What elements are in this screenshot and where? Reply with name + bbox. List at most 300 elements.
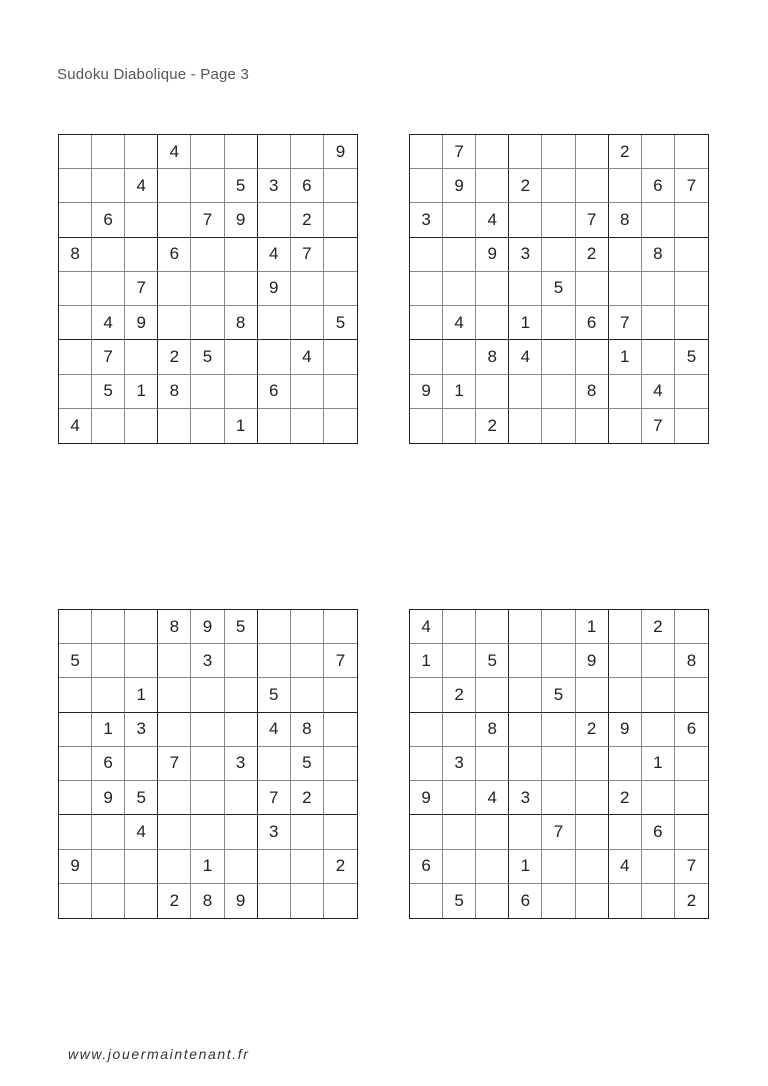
sudoku-cell: 7 [675,850,708,884]
sudoku-grid-3 [58,609,358,919]
sudoku-cell [59,135,92,169]
sudoku-cell [324,815,357,849]
sudoku-cell: 5 [225,610,258,644]
sudoku-cell [509,409,542,443]
sudoku-cell [642,713,675,747]
sudoku-cell: 5 [92,375,125,409]
sudoku-cell: 4 [443,306,476,340]
sudoku-cell [158,713,191,747]
sudoku-cell [443,203,476,237]
sudoku-cell [410,238,443,272]
sudoku-cell [92,644,125,678]
sudoku-cell [509,135,542,169]
sudoku-cell [291,850,324,884]
sudoku-cell: 7 [642,409,675,443]
sudoku-cell [476,375,509,409]
sudoku-cell [410,272,443,306]
sudoku-cell [576,850,609,884]
sudoku-cell [92,135,125,169]
sudoku-cell [291,409,324,443]
sudoku-cell: 9 [225,203,258,237]
sudoku-cell [59,340,92,374]
sudoku-cell [59,169,92,203]
sudoku-cell [509,713,542,747]
sudoku-cell [642,678,675,712]
sudoku-cell [443,610,476,644]
sudoku-cell [576,272,609,306]
sudoku-cell: 4 [258,238,291,272]
sudoku-cell [509,203,542,237]
sudoku-cell [92,610,125,644]
sudoku-cell [324,203,357,237]
sudoku-cell: 6 [258,375,291,409]
sudoku-cell: 2 [291,781,324,815]
sudoku-cell [291,375,324,409]
sudoku-cell: 5 [675,340,708,374]
sudoku-cell [125,409,158,443]
sudoku-cell [509,375,542,409]
sudoku-cell [158,272,191,306]
sudoku-cell [675,375,708,409]
sudoku-cell [92,169,125,203]
sudoku-cell [59,713,92,747]
sudoku-cell: 3 [509,781,542,815]
sudoku-cell: 9 [125,306,158,340]
sudoku-cell: 3 [191,644,224,678]
sudoku-cell [476,884,509,918]
sudoku-cell [542,238,575,272]
sudoku-cell [509,610,542,644]
sudoku-cell: 8 [191,884,224,918]
sudoku-cell [125,644,158,678]
sudoku-cell: 6 [675,713,708,747]
sudoku-cell [291,306,324,340]
sudoku-cell [410,713,443,747]
sudoku-cell [576,781,609,815]
sudoku-cell [443,815,476,849]
sudoku-cell [158,850,191,884]
sudoku-cell [542,306,575,340]
sudoku-cell [675,678,708,712]
sudoku-cell [576,747,609,781]
sudoku-cell [410,306,443,340]
sudoku-cell [675,238,708,272]
sudoku-cell: 2 [158,340,191,374]
sudoku-cell: 4 [158,135,191,169]
sudoku-cell [642,850,675,884]
sudoku-cell: 4 [642,375,675,409]
sudoku-cell [225,678,258,712]
sudoku-cell [542,644,575,678]
sudoku-cell: 3 [225,747,258,781]
sudoku-cell [675,747,708,781]
sudoku-cell [225,272,258,306]
sudoku-cell [59,203,92,237]
sudoku-cell [125,203,158,237]
sudoku-cell [410,747,443,781]
sudoku-cell [476,272,509,306]
sudoku-cell [258,610,291,644]
sudoku-cell: 1 [443,375,476,409]
sudoku-cell [291,815,324,849]
sudoku-cell: 7 [542,815,575,849]
sudoku-cell [258,850,291,884]
sudoku-cell: 1 [410,644,443,678]
sudoku-cell [642,306,675,340]
sudoku-cell [609,884,642,918]
sudoku-cell [258,203,291,237]
sudoku-cell: 9 [225,884,258,918]
sudoku-cell [410,678,443,712]
sudoku-cell [59,375,92,409]
sudoku-cell [225,135,258,169]
sudoku-cell [542,375,575,409]
sudoku-cell [225,340,258,374]
sudoku-cell: 4 [258,713,291,747]
sudoku-grid-2 [409,134,709,444]
sudoku-cell: 4 [476,203,509,237]
sudoku-cell [609,815,642,849]
sudoku-cell [476,610,509,644]
sudoku-cell: 8 [59,238,92,272]
sudoku-cell: 2 [609,135,642,169]
sudoku-cell [258,409,291,443]
sudoku-cell: 2 [324,850,357,884]
sudoku-cell [59,610,92,644]
sudoku-cell: 7 [291,238,324,272]
sudoku-cell: 9 [59,850,92,884]
sudoku-cell: 6 [92,747,125,781]
sudoku-cell [191,747,224,781]
sudoku-cell: 9 [410,781,443,815]
sudoku-cell [642,781,675,815]
sudoku-cell [158,409,191,443]
sudoku-cell: 1 [125,678,158,712]
sudoku-cell [59,306,92,340]
sudoku-cell [542,713,575,747]
sudoku-cell: 5 [542,678,575,712]
sudoku-cell [609,678,642,712]
sudoku-cell [542,203,575,237]
sudoku-cell: 9 [92,781,125,815]
sudoku-cell [324,884,357,918]
sudoku-cell: 9 [476,238,509,272]
sudoku-cell: 7 [92,340,125,374]
sudoku-cell [92,272,125,306]
sudoku-cell: 6 [576,306,609,340]
sudoku-cell [191,272,224,306]
sudoku-cell [542,409,575,443]
sudoku-cell: 3 [258,169,291,203]
sudoku-cell [410,409,443,443]
sudoku-cell [443,644,476,678]
sudoku-cell: 1 [609,340,642,374]
sudoku-cell [125,747,158,781]
sudoku-cell: 7 [125,272,158,306]
sudoku-cell: 7 [443,135,476,169]
sudoku-cell: 2 [509,169,542,203]
sudoku-cell [92,884,125,918]
sudoku-cell: 4 [609,850,642,884]
sudoku-cell [191,781,224,815]
sudoku-cell [609,610,642,644]
sudoku-cell: 7 [258,781,291,815]
sudoku-cell: 5 [59,644,92,678]
sudoku-cell: 1 [509,850,542,884]
sudoku-cell [542,135,575,169]
sudoku-cell [92,409,125,443]
sudoku-cell [158,678,191,712]
sudoku-cell [542,884,575,918]
sudoku-cell [675,610,708,644]
sudoku-cell [410,135,443,169]
sudoku-cell [125,610,158,644]
sudoku-cell [59,678,92,712]
sudoku-cell [675,815,708,849]
sudoku-cell: 3 [410,203,443,237]
sudoku-cell [642,340,675,374]
sudoku-cell [191,306,224,340]
sudoku-cell [258,884,291,918]
sudoku-cell [324,610,357,644]
sudoku-cell [324,713,357,747]
sudoku-cell [225,375,258,409]
sudoku-cell: 6 [642,815,675,849]
sudoku-cell: 4 [410,610,443,644]
sudoku-cell: 3 [443,747,476,781]
sudoku-cell: 4 [476,781,509,815]
sudoku-cell: 9 [324,135,357,169]
sudoku-cell [509,644,542,678]
sudoku-cell [291,644,324,678]
sudoku-cell: 6 [642,169,675,203]
sudoku-cell: 2 [576,238,609,272]
sudoku-cell [191,409,224,443]
sudoku-cell [158,169,191,203]
sudoku-cell [291,135,324,169]
sudoku-cell [59,747,92,781]
sudoku-cell: 2 [609,781,642,815]
sudoku-cell [92,678,125,712]
sudoku-cell [576,135,609,169]
sudoku-cell [509,678,542,712]
sudoku-cell [609,238,642,272]
sudoku-cell: 3 [509,238,542,272]
sudoku-cell [191,238,224,272]
sudoku-cell [158,203,191,237]
sudoku-cell [125,238,158,272]
sudoku-cell [59,815,92,849]
sudoku-cell [675,203,708,237]
sudoku-cell: 5 [476,644,509,678]
sudoku-cell [59,781,92,815]
sudoku-grid-1 [58,134,358,444]
sudoku-cell: 5 [125,781,158,815]
sudoku-cell: 4 [509,340,542,374]
sudoku-cell: 2 [576,713,609,747]
sudoku-cell [125,135,158,169]
sudoku-cell [576,409,609,443]
sudoku-cell [158,815,191,849]
sudoku-cell [642,203,675,237]
sudoku-cell [675,306,708,340]
sudoku-cell [476,306,509,340]
sudoku-cell: 8 [675,644,708,678]
sudoku-cell: 7 [158,747,191,781]
sudoku-cell [291,678,324,712]
sudoku-cell: 5 [324,306,357,340]
sudoku-cell: 8 [225,306,258,340]
sudoku-cell [509,272,542,306]
sudoku-cell [576,678,609,712]
sudoku-cell [576,884,609,918]
sudoku-cell [509,815,542,849]
sudoku-cell [258,135,291,169]
sudoku-cell: 8 [609,203,642,237]
sudoku-cell [542,169,575,203]
sudoku-cell: 9 [576,644,609,678]
sudoku-cell: 3 [125,713,158,747]
sudoku-cell [509,747,542,781]
sudoku-cell: 9 [609,713,642,747]
sudoku-cell [324,169,357,203]
sudoku-cell [443,409,476,443]
sudoku-cell [443,272,476,306]
sudoku-cell [609,272,642,306]
sudoku-cell: 2 [476,409,509,443]
sudoku-cell [191,169,224,203]
sudoku-cell: 4 [59,409,92,443]
sudoku-cell: 1 [125,375,158,409]
sudoku-cell [291,272,324,306]
sudoku-cell: 4 [291,340,324,374]
sudoku-cell [609,644,642,678]
sudoku-cell [59,272,92,306]
sudoku-cell [675,409,708,443]
sudoku-cell [225,781,258,815]
sudoku-cell [642,135,675,169]
sudoku-cell [410,815,443,849]
sudoku-cell: 2 [158,884,191,918]
sudoku-cell [476,747,509,781]
sudoku-cell: 1 [225,409,258,443]
sudoku-cell: 1 [191,850,224,884]
sudoku-cell [92,850,125,884]
sudoku-cell [191,815,224,849]
sudoku-cell: 8 [476,713,509,747]
sudoku-cell: 2 [686,890,697,910]
sudoku-cell: 6 [291,169,324,203]
sudoku-cell [324,340,357,374]
sudoku-cell [542,610,575,644]
sudoku-cell [476,678,509,712]
sudoku-cell [125,850,158,884]
sudoku-cell [476,815,509,849]
sudoku-cell [324,781,357,815]
sudoku-cell [576,340,609,374]
footer-url: www.jouermaintenant.fr [68,1046,250,1062]
sudoku-cell [675,781,708,815]
sudoku-cell [125,340,158,374]
sudoku-cell: 7 [191,203,224,237]
sudoku-cell [59,884,92,918]
sudoku-cell [542,340,575,374]
sudoku-cell: 5 [225,169,258,203]
sudoku-cell [191,713,224,747]
sudoku-cell [609,747,642,781]
sudoku-cell [258,340,291,374]
sudoku-cell: 2 [291,203,324,237]
sudoku-cell [443,850,476,884]
sudoku-cell: 1 [92,713,125,747]
sudoku-cell: 6 [410,850,443,884]
sudoku-cell: 5 [291,747,324,781]
sudoku-cell: 1 [642,747,675,781]
sudoku-cell [476,850,509,884]
sudoku-cell [158,781,191,815]
page-title: Sudoku Diabolique - Page 3 [57,66,249,83]
sudoku-cell: 8 [642,238,675,272]
sudoku-cell [675,135,708,169]
sudoku-cell: 9 [410,375,443,409]
sudoku-cell: 1 [576,610,609,644]
sudoku-cell: 2 [443,678,476,712]
sudoku-cell [642,884,675,918]
sudoku-cell [191,678,224,712]
sudoku-cell: 1 [509,306,542,340]
sudoku-cell [191,135,224,169]
sudoku-cell [576,169,609,203]
sudoku-cell: 6 [158,238,191,272]
sudoku-cell: 7 [609,306,642,340]
sudoku-cell [609,375,642,409]
sudoku-cell [158,306,191,340]
sudoku-cell [258,306,291,340]
sudoku-cell: 7 [675,169,708,203]
sudoku-cell [410,169,443,203]
sudoku-cell: 4 [92,306,125,340]
sudoku-cell [443,713,476,747]
sudoku-cell [609,409,642,443]
sudoku-cell [324,272,357,306]
sudoku-cell [675,272,708,306]
sudoku-cell: 5 [258,678,291,712]
sudoku-cell [225,713,258,747]
sudoku-cell: 6 [92,203,125,237]
sudoku-cell: 5 [542,272,575,306]
sudoku-cell [324,747,357,781]
sudoku-cell [443,238,476,272]
sudoku-cell [191,375,224,409]
sudoku-cell: 6 [509,884,542,918]
sudoku-cell [324,375,357,409]
sudoku-cell: 2 [642,610,675,644]
sudoku-cell [158,644,191,678]
sudoku-cell [410,340,443,374]
sudoku-cell: 5 [191,340,224,374]
sudoku-cell: 8 [158,610,191,644]
sudoku-grid-4 [409,609,709,919]
sudoku-cell [225,644,258,678]
sudoku-cell [324,409,357,443]
sudoku-cell [125,884,158,918]
sudoku-cell [291,610,324,644]
sudoku-cell [410,884,443,918]
sudoku-cell [92,815,125,849]
sudoku-cell [642,272,675,306]
sudoku-cell: 9 [443,169,476,203]
sudoku-cell [258,644,291,678]
